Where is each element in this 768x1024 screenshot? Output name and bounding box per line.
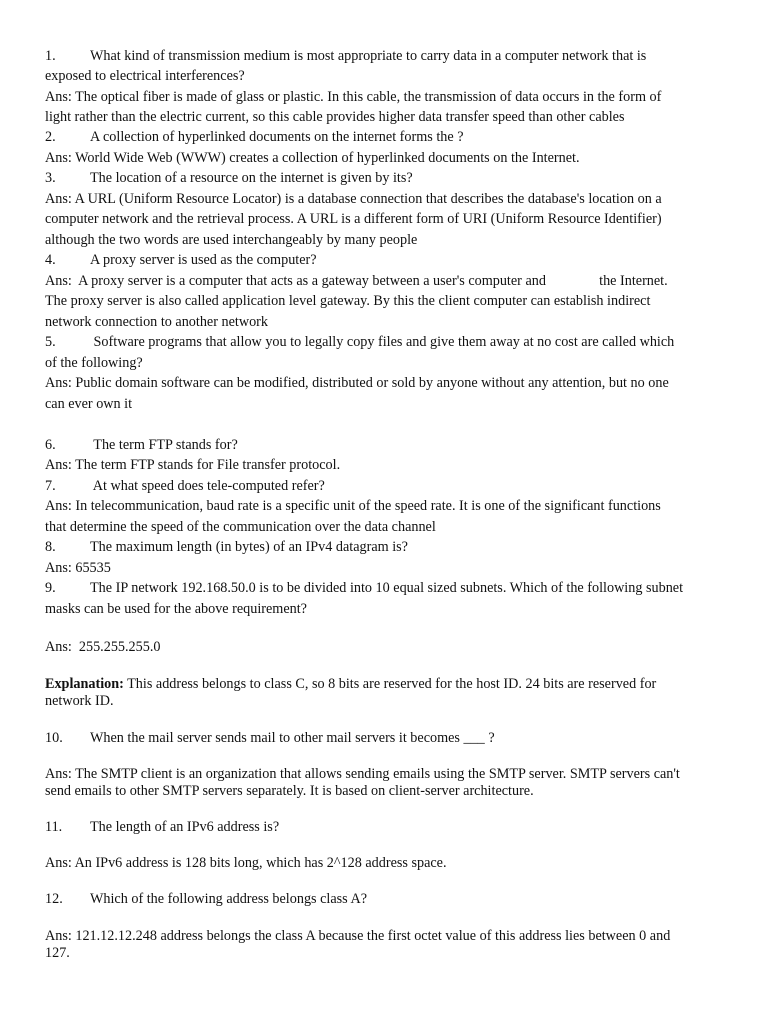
answer-2: Ans: World Wide Web (WWW) creates a collection of hyperlinked documents on the Internet. bbox=[45, 150, 580, 166]
answer-8: Ans: 65535 bbox=[45, 560, 111, 576]
answer-5-line-2: can ever own it bbox=[45, 396, 133, 412]
question-text: The IP network 192.168.50.0 is to be divided into 10 equal sized subnets. Which of the following subnet bbox=[90, 580, 684, 596]
question-8 bbox=[45, 538, 408, 556]
question-9-line-1 bbox=[45, 579, 683, 597]
question-text: The term FTP stands for? bbox=[90, 437, 238, 453]
answer-1-line-2: light rather than the electric current, so this cable provides higher data transfer speed than other cables bbox=[45, 109, 625, 125]
question-7 bbox=[45, 477, 325, 495]
question-text: The location of a resource on the internet is given by its? bbox=[90, 170, 413, 186]
question-6 bbox=[45, 436, 238, 454]
question-text: A collection of hyperlinked documents on the internet forms the ? bbox=[90, 129, 464, 145]
answer-10-line-1: Ans: The SMTP client is an organization that allows sending emails using the SMTP server. SMTP servers can't bbox=[45, 766, 680, 782]
answer-7-line-2: that determine the speed of the communication over the data channel bbox=[45, 519, 436, 535]
question-12 bbox=[45, 890, 367, 908]
question-text: What kind of transmission medium is most appropriate to carry data in a computer network that is bbox=[90, 48, 647, 64]
question-number: 1. bbox=[45, 48, 56, 64]
explanation-line-2: network ID. bbox=[45, 693, 114, 709]
question-4 bbox=[45, 251, 317, 269]
question-11 bbox=[45, 818, 279, 836]
answer-1-line-1: Ans: The optical fiber is made of glass or plastic. In this cable, the transmission of data occurs in the form of bbox=[45, 89, 662, 105]
explanation-text: This address belongs to class C, so 8 bits are reserved for the host ID. 24 bits are reserved for bbox=[123, 676, 657, 692]
question-number: 10. bbox=[45, 730, 63, 746]
answer-10-line-2: send emails to other SMTP servers separately. It is based on client-server architecture. bbox=[45, 783, 534, 799]
question-text: At what speed does tele-computed refer? bbox=[90, 478, 325, 494]
question-text: A proxy server is used as the computer? bbox=[90, 252, 317, 268]
answer-12-line-1: Ans: 121.12.12.248 address belongs the class A because the first octet value of this address lies between 0 and bbox=[45, 928, 671, 944]
answer-12-line-2: 127. bbox=[45, 945, 70, 961]
question-number: 8. bbox=[45, 539, 56, 555]
explanation-line-1 bbox=[45, 675, 656, 693]
question-9-line-2: masks can be used for the above requirement? bbox=[45, 601, 307, 617]
question-1-line-2: exposed to electrical interferences? bbox=[45, 68, 245, 84]
question-number: 5. bbox=[45, 334, 56, 350]
question-number: 2. bbox=[45, 129, 56, 145]
question-1-line-1 bbox=[45, 47, 646, 65]
explanation-label: Explanation: bbox=[45, 676, 124, 692]
answer-6: Ans: The term FTP stands for File transfer protocol. bbox=[45, 457, 341, 473]
answer-3-line-3: although the two words are used interchangeably by many people bbox=[45, 232, 418, 248]
question-number: 4. bbox=[45, 252, 56, 268]
question-text: The maximum length (in bytes) of an IPv4 datagram is? bbox=[90, 539, 408, 555]
question-text: When the mail server sends mail to other mail servers it becomes ___ ? bbox=[90, 730, 495, 746]
answer-7-line-1: Ans: In telecommunication, baud rate is a specific unit of the speed rate. It is one of the significant functions bbox=[45, 498, 661, 514]
question-2 bbox=[45, 128, 464, 146]
answer-11: Ans: An IPv6 address is 128 bits long, which has 2^128 address space. bbox=[45, 855, 447, 871]
answer-4-line-3: network connection to another network bbox=[45, 314, 268, 330]
answer-3-line-1: Ans: A URL (Uniform Resource Locator) is a database connection that describes the database's location on a bbox=[45, 191, 662, 207]
question-number: 6. bbox=[45, 437, 56, 453]
question-text: The length of an IPv6 address is? bbox=[90, 819, 280, 835]
question-number: 7. bbox=[45, 478, 56, 494]
question-5-line-2: of the following? bbox=[45, 355, 143, 371]
question-number: 12. bbox=[45, 891, 63, 907]
question-number: 3. bbox=[45, 170, 56, 186]
question-number: 11. bbox=[45, 819, 63, 835]
answer-5-line-1: Ans: Public domain software can be modified, distributed or sold by anyone without any attention, but no one bbox=[45, 375, 669, 391]
answer-4-line-1: Ans: A proxy server is a computer that acts as a gateway between a user's computer and the Internet. bbox=[45, 273, 668, 289]
answer-9: Ans: 255.255.255.0 bbox=[45, 639, 161, 655]
question-text: Which of the following address belongs class A? bbox=[90, 891, 367, 907]
question-5-line-1 bbox=[45, 333, 674, 351]
answer-4-line-2: The proxy server is also called application level gateway. By this the client computer can establish indirect bbox=[45, 293, 651, 309]
question-3 bbox=[45, 169, 413, 187]
question-10 bbox=[45, 729, 495, 747]
question-number: 9. bbox=[45, 580, 56, 596]
question-text: Software programs that allow you to legally copy files and give them away at no cost are called which bbox=[90, 334, 675, 350]
answer-3-line-2: computer network and the retrieval process. A URL is a different form of URI (Uniform Resource Identifier) bbox=[45, 211, 662, 227]
